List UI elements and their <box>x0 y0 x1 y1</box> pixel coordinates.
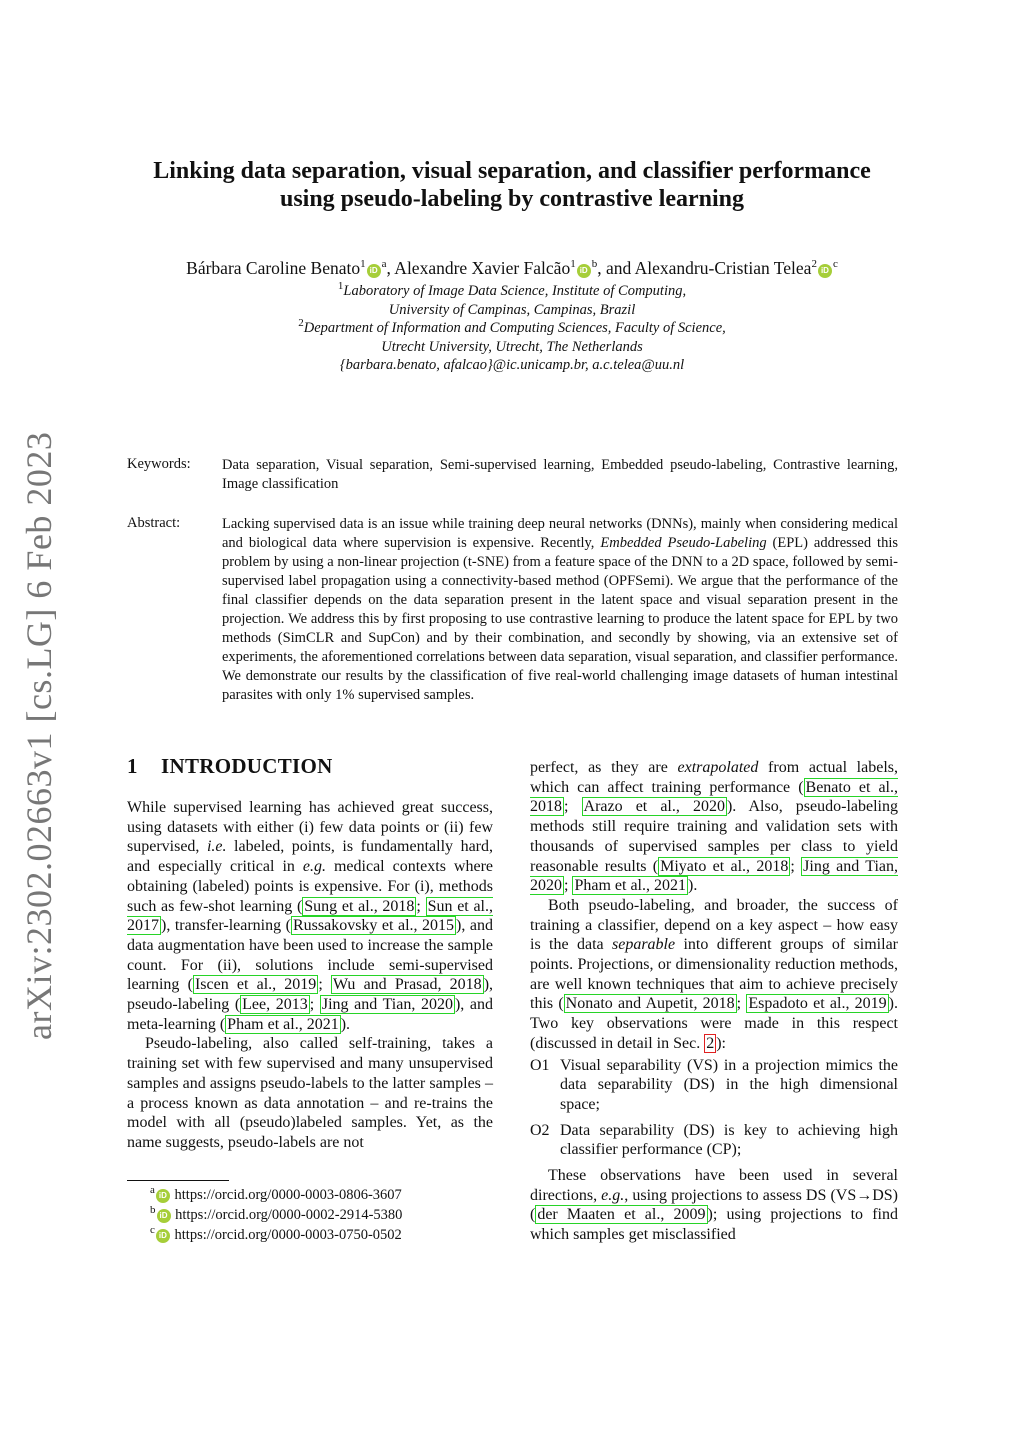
orcid-url[interactable]: https://orcid.org/0000-0003-0806-3607 <box>174 1187 402 1203</box>
author-name: Bárbara Caroline Benato <box>186 258 361 278</box>
citation-link[interactable]: Jing and Tian, 2020 <box>530 857 898 895</box>
footnote: $^b$ iD https://orcid.org/0000-0002-2914-5380 <box>150 1204 403 1223</box>
citation-link[interactable]: Russakovsky et al., 2015 <box>292 917 455 935</box>
section-title: INTRODUCTION <box>161 754 333 778</box>
abstract-label: Abstract: <box>127 515 181 531</box>
paragraph: These observations have been used in several directions, e.g., using projections to assess DS (VS→DS) ( der Maaten et al., 2009 ); using projections to find which samples get misclassified <box>530 1167 899 1244</box>
author-list: Bárbara Caroline $Benato^1iD^a$, Alexandre Xavier $Falcão^1iD^b$, and Alexandru-Cristian $Telea^2iD^c$ <box>186 258 838 278</box>
citation-link[interactable]: Pham et al., 2021 <box>227 1015 339 1033</box>
footnote: $^c$ iD https://orcid.org/0000-0003-0750-0502 <box>150 1224 402 1243</box>
orcid-icon[interactable]: iD <box>577 264 591 278</box>
orcid-icon[interactable]: iD <box>818 264 832 278</box>
title-line-1: Linking data separation, visual separation, and classifier performance <box>153 158 871 184</box>
paragraph: perfect, as they are extrapolated from actual labels, which can affect training performance ( Benato et al., 2018 ; Arazo et al., 2020 ). Also, pseudo-labeling methods still require training and validation sets with thousands of supervised samples per class to yield reasonable results ( Miyato et al., 2018 ; Jing and Tian, 2020 ; Pham et al., 2021 ). <box>530 759 899 895</box>
orcid-url[interactable]: https://orcid.org/0000-0002-2914-5380 <box>175 1207 403 1223</box>
author-name: , and Alexandru-Cristian Telea <box>597 258 812 278</box>
abstract-text: Lacking supervised data is an issue while training deep neural networks (DNNs), mainly when considering medical and biological data where supervision is expensive. Recently, Embedded Pseudo-Labeling (EPL) addressed this problem by using a non-linear projection (t-SNE) from a feature space of the DNN to a 2D space, followed by semi-supervised label propagation using a connectivity-based method (OPFSemi). We argue that the performance of the final classifier depends on the data separation present in the latent space and visual separation present in the projection. We address this by first proposing to use contrastive learning to produce the latent space for EPL by two methods (SimCLR and SupCon) and by their combination, and secondly by showing, via an extensive set of experiments, the aforementioned correlations between data separation, visual separation, and classifier performance. We demonstrate our results by the classification of five real-world challenging image datasets of human intestinal parasites with only 1% supervised samples. <box>222 516 898 703</box>
left-column <box>127 798 493 1153</box>
citation-link[interactable]: Pham et al., 2021 <box>574 877 686 895</box>
affiliations: $^1$Laboratory of Image Data Science, Institute of Computing, University of Campinas, Campinas, Brazil $^2$Department of Information and Computing Sciences, Faculty of Science, Utrecht University, Utrecht, The Netherlands {barbara.benato, afalcao}@ic.unicamp.br, a.c.telea@uu.nl <box>100 282 924 375</box>
orcid-url[interactable]: https://orcid.org/0000-0003-0750-0502 <box>174 1227 402 1243</box>
citation-link[interactable]: Miyato et al., 2018 <box>660 857 789 875</box>
citation-link[interactable]: Iscen et al., 2019 <box>194 976 317 994</box>
author-emails: {barbara.benato, afalcao}@ic.unicamp.br, a.c.telea@uu.nl <box>339 357 685 374</box>
citation-link[interactable]: Sung et al., 2018 <box>304 897 415 915</box>
citation-link[interactable]: der Maaten et al., 2009 <box>537 1206 706 1224</box>
citation-link[interactable]: Lee, 2013 <box>242 996 308 1014</box>
list-item: O2 Data separability (DS) is key to achieving high classifier performance (CP); <box>530 1121 898 1159</box>
citation-link[interactable]: Benato et al., 2018 <box>530 778 898 816</box>
orcid-icon: iD <box>156 1229 170 1243</box>
citation-link[interactable]: Arazo et al., 2020 <box>583 798 725 816</box>
section-reference-link[interactable]: 2 <box>706 1034 715 1052</box>
section-number: 1 <box>127 754 138 778</box>
arxiv-identifier: arXiv:2302.02663v1 [cs.LG] 6 Feb 2023 <box>19 431 59 1040</box>
citation-link[interactable]: Espadoto et al., 2019 <box>748 995 887 1013</box>
observation-list <box>530 1056 898 1161</box>
affiliation-line: Laboratory of Image Data Science, Institute of Computing, <box>343 283 687 299</box>
affiliation-line: Utrecht University, Utrecht, The Netherlands <box>381 338 643 355</box>
orcid-icon: iD <box>157 1209 171 1223</box>
keywords-label: Keywords: <box>127 456 191 472</box>
author-name: , Alexandre Xavier Falcão <box>386 258 571 278</box>
orcid-icon[interactable]: iD <box>367 264 381 278</box>
citation-link[interactable]: Jing and Tian, 2020 <box>321 996 453 1014</box>
paragraph: Pseudo-labeling, also called self-training, takes a training set with few supervised and many unsupervised samples and assigns pseudo-labels to the latter samples – a process known as data annotation – and re-trains the model with all (pseudo)labeled samples. Yet, as the name suggests, pseudo-labels are not <box>127 1035 493 1151</box>
paragraph: Both pseudo-labeling, and broader, the success of training a classifier, depend on a key aspect – how easy is the data separable into different groups of similar points. Projections, or dimensionality reduction methods, are well known techniques that aim to achieve precisely this ( Nonato and Aupetit, 2018 ; Espadoto et al., 2019 ). Two key observations were made in this respect (discussed in detail in Sec. 2 ): <box>530 896 898 1052</box>
affiliation-line: Department of Information and Computing Sciences, Faculty of Science, <box>303 320 726 337</box>
footnote-rule <box>127 1180 229 1181</box>
title-line-2: using pseudo-labeling by contrastive learning <box>279 186 745 212</box>
citation-link[interactable]: Sun et al., 2017 <box>127 897 494 935</box>
right-column <box>530 758 898 1245</box>
paper-title <box>100 157 924 213</box>
paragraph: While supervised learning has achieved great success, using datasets with either (i) few data points or (ii) few supervised, i.e. labeled, points, is fundamentally hard, and especially critical in e.g. medical contexts where obtaining (labeled) points is expensive. For (i), methods such as few-shot learning ( Sung et al., 2018 ; Sun et al., 2017 ), transfer-learning ( Russakovsky et al., 2015 ), and data augmentation have been used to increase the sample count. For (ii), solutions include semi-supervised learning ( Iscen et al., 2019 ; Wu and Prasad, 2018 ), pseudo-labeling ( Lee, 2013 ; Jing and Tian, 2020 ), and meta-learning ( Pham et al., 2021 ). <box>127 799 494 1033</box>
affiliation-line: University of Campinas, Campinas, Brazil <box>388 301 636 318</box>
orcid-icon: iD <box>156 1189 170 1203</box>
keywords-text: Data separation, Visual separation, Semi-supervised learning, Embedded pseudo-labeling, Contrastive learning, Image classification <box>222 457 898 492</box>
list-item: O1 Visual separability (VS) in a projection mimics the data separability (DS) in the high dimensional space; <box>530 1056 898 1113</box>
citation-link[interactable]: Nonato and Aupetit, 2018 <box>565 995 735 1013</box>
section-heading <box>127 754 333 779</box>
citation-link[interactable]: Wu and Prasad, 2018 <box>332 976 482 994</box>
footnote: $^a$ iD https://orcid.org/0000-0003-0806-3607 <box>150 1184 402 1203</box>
